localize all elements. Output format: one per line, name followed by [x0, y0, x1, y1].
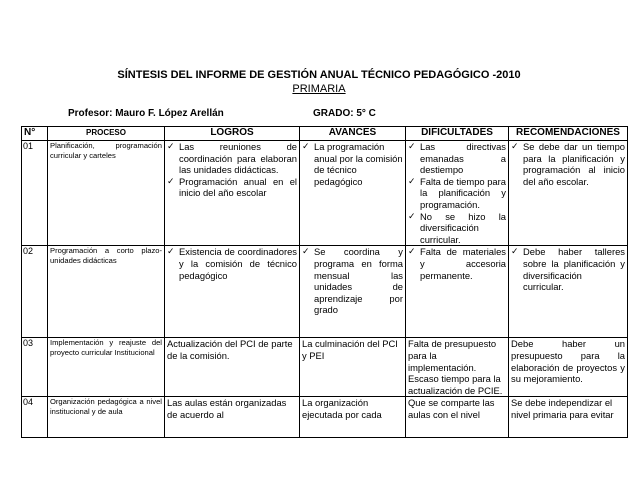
recomendaciones-cell: Debe haber un presupuesto para la elaboración de proyectos y su mejoramiento. [509, 338, 628, 397]
recomendaciones-cell: Se debe independizar el nivel primaria para evitar [509, 397, 628, 438]
column-header-number: N° [22, 127, 48, 141]
row-number: 03 [22, 338, 48, 397]
dificultad-item: ✓ Falta de tiempo para la planificación y programación. [408, 176, 506, 211]
recomendaciones-cell [509, 141, 628, 246]
column-header-avances: AVANCES [300, 127, 406, 141]
row-number: 01 [22, 141, 48, 246]
logro-item: ✓ Programación anual en el inicio del año escolar [167, 176, 297, 199]
avances-cell [300, 141, 406, 246]
row-number: 02 [22, 246, 48, 338]
proceso-cell: Programación a corto plazo-unidades didácticas [48, 246, 165, 338]
avances-cell [300, 246, 406, 338]
dificultad-item: ✓ No se hizo la diversificación curricular. [408, 211, 506, 246]
summary-table [21, 126, 628, 438]
column-header-logros: LOGROS [165, 127, 300, 141]
table-row [22, 397, 628, 438]
table-row [22, 246, 628, 338]
grade-label: GRADO: 5° C [313, 108, 376, 119]
logro-item: ✓ Las reuniones de coordinación para elaboran las unidades didácticas. [167, 141, 297, 176]
logros-cell [165, 141, 300, 246]
column-header-dificultades: DIFICULTADES [406, 127, 509, 141]
document-subtitle: PRIMARIA [292, 83, 346, 95]
dificultades-cell [406, 141, 509, 246]
avances-cell: La organización ejecutada por cada [300, 397, 406, 438]
proceso-cell: Planificación, programación curricular y carteles [48, 141, 165, 246]
logros-cell [165, 246, 300, 338]
recomendacion-item: ✓ Se debe dar un tiempo para la planificación y programación al inicio del año escolar. [511, 141, 625, 187]
logro-item: ✓ Existencia de coordinadores y la comisión de técnico pedagógico [167, 246, 297, 281]
proceso-cell: Implementación y reajuste del proyecto curricular Institucional [48, 338, 165, 397]
recomendaciones-cell [509, 246, 628, 338]
row-number: 04 [22, 397, 48, 438]
logros-cell: Las aulas están organizadas de acuerdo al [165, 397, 300, 438]
logros-cell: Actualización del PCI de parte de la comisión. [165, 338, 300, 397]
column-header-recomendaciones: RECOMENDACIONES [509, 127, 628, 141]
table-row [22, 141, 628, 246]
avance-item: ✓ La programación anual por la comisión de técnico pedagógico [302, 141, 403, 187]
dificultades-cell [406, 246, 509, 338]
table-row [22, 338, 628, 397]
dificultades-cell: Que se comparte las aulas con el nivel [406, 397, 509, 438]
avance-item: ✓ Se coordina y programa en forma mensual las unidades de aprendizaje por grado [302, 246, 403, 316]
proceso-cell: Organización pedagógica a nivel institucional y de aula [48, 397, 165, 438]
recomendacion-item: ✓ Debe haber talleres sobre la planificación y diversificación curricular. [511, 246, 625, 292]
document-title: SÍNTESIS DEL INFORME DE GESTIÓN ANUAL TÉCNICO PEDAGÓGICO -2010 [117, 69, 521, 81]
dificultad-item: ✓ Falta de materiales y accesoria permanente. [408, 246, 506, 281]
dificultad-item: ✓ Las directivas emanadas a destiempo [408, 141, 506, 176]
avances-cell: La culminación del PCI y PEI [300, 338, 406, 397]
teacher-name: Profesor: Mauro F. López Arellán [68, 108, 224, 119]
table-header-row [22, 127, 628, 141]
dificultades-cell: Falta de presupuesto para la implementación. Escaso tiempo para la actualización de PCIE. [406, 338, 509, 397]
column-header-proceso: PROCESO [48, 127, 165, 141]
